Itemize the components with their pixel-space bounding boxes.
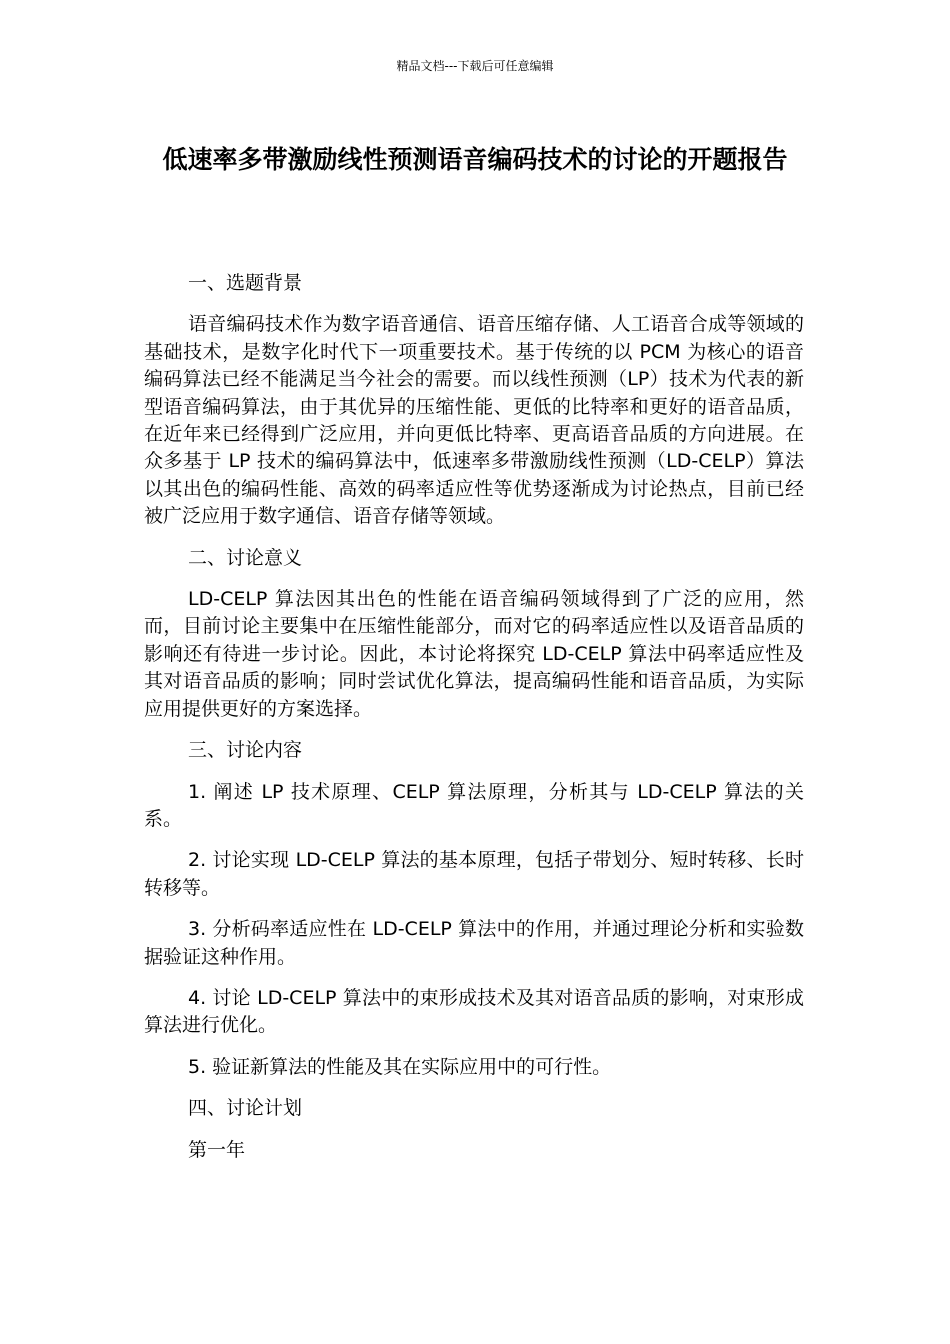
- section-heading-significance: 二、讨论意义: [188, 546, 303, 569]
- paragraph-significance: LD-CELP 算法因其出色的性能在语音编码领域得到了广泛的应用，然而，目前讨论主要集中在压缩性能部分，而对它的码率适应性以及语音品质的影响还有待进一步讨论。因此，本讨论将探究 LD-CELP 算法中码率适应性及其对语音品质的影响；同时尝试优化算法，提高编码性能和语音品质，为实际应用提供更好的方案选择。: [144, 588, 804, 720]
- header-note: 精品文档---下载后可任意编辑: [396, 59, 554, 73]
- list-item: 1. 阐述 LP 技术原理、CELP 算法原理，分析其与 LD-CELP 算法的关系。: [144, 780, 804, 830]
- section-heading-background: 一、选题背景: [188, 272, 303, 294]
- list-item: 3. 分析码率适应性在 LD-CELP 算法中的作用，并通过理论分析和实验数据验证这种作用。: [144, 918, 804, 968]
- document-body: [144, 270, 804, 1178]
- list-item: 4. 讨论 LD-CELP 算法中的束形成技术及其对语音品质的影响，对束形成算法进行优化。: [144, 986, 804, 1037]
- list-item: 2. 讨论实现 LD-CELP 算法的基本原理，包括子带划分、短时转移、长时转移等。: [144, 849, 804, 899]
- section-heading-plan: 四、讨论计划: [188, 1097, 303, 1120]
- plan-subheading-year-one: 第一年: [188, 1138, 246, 1161]
- section-heading-content: 三、讨论内容: [188, 739, 303, 762]
- document-title: 低速率多带激励线性预测语音编码技术的讨论的开题报告: [162, 145, 788, 174]
- list-item: 5. 验证新算法的性能及其在实际应用中的可行性。: [188, 1055, 612, 1078]
- paragraph-background: 语音编码技术作为数字语音通信、语音压缩存储、人工语音合成等领域的基础技术，是数字化时代下一项重要技术。基于传统的以 PCM 为核心的语音编码算法已经不能满足当今社会的需要。而以线性预测（LP）技术为代表的新型语音编码算法，由于其优异的压缩性能、更低的比特率和更好的语音品质，在近年来已经得到广泛应用，并向更低比特率、更高语音品质的方向进展。在众多基于 LP 技术的编码算法中，低速率多带激励线性预测（LD-CELP）算法以其出色的编码性能、高效的码率适应性等优势逐渐成为讨论热点，目前已经被广泛应用于数字通信、语音存储等领域。: [144, 313, 804, 528]
